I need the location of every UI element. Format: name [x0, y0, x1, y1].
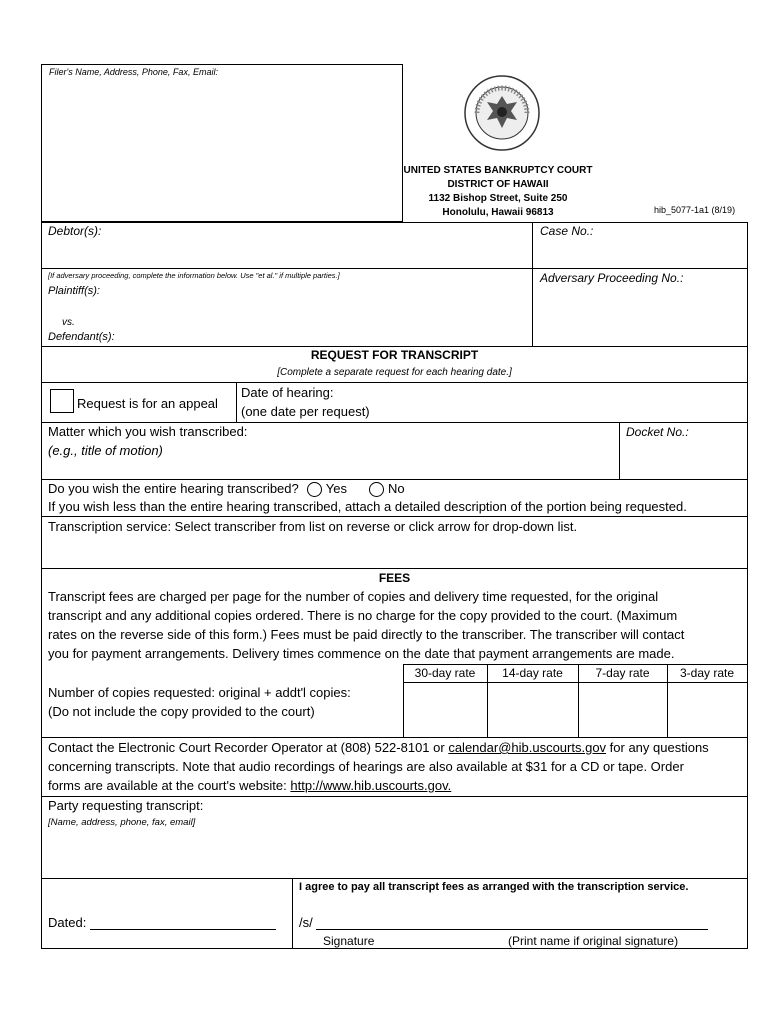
- agree-text: I agree to pay all transcript fees as arranged with the transcription service.: [299, 881, 689, 893]
- court-district: DISTRICT OF HAWAII: [447, 179, 549, 190]
- dated-label: Dated:: [48, 915, 87, 930]
- docket-label: Docket No.:: [626, 425, 689, 439]
- debtor-field[interactable]: [42, 223, 532, 268]
- adversary-no-label: Adversary Proceeding No.:: [540, 271, 684, 285]
- copies-14-day-field[interactable]: [488, 683, 577, 736]
- no-label: No: [387, 481, 405, 496]
- copies-3-day-field[interactable]: [668, 683, 746, 736]
- transcriber-dropdown[interactable]: [42, 537, 746, 566]
- rate-30-day: 30-day rate: [414, 666, 476, 680]
- case-no-label: Case No.:: [540, 224, 594, 238]
- appeal-checkbox[interactable]: [50, 389, 74, 413]
- rate-14-day: 14-day rate: [502, 666, 563, 680]
- parties-field[interactable]: [42, 284, 530, 344]
- copies-30-day-field[interactable]: [404, 683, 486, 736]
- yes-radio[interactable]: [307, 482, 322, 497]
- fees-line-1: Transcript fees are charged per page for the number of copies and delivery time requested, for the original: [48, 589, 659, 604]
- contact-line-1: [48, 740, 709, 755]
- no-radio[interactable]: [369, 482, 384, 497]
- entire-question: Do you wish the entire hearing transcribed?: [48, 481, 299, 496]
- signature-label: Signature: [323, 934, 375, 948]
- contact-prefix: Contact the Electronic Court Recorder Operator at (808) 522-8101 or: [48, 740, 449, 755]
- appeal-label: Request is for an appeal: [77, 396, 218, 411]
- copies-7-day-field[interactable]: [579, 683, 666, 736]
- copies-label: Number of copies requested: original + addt'l copies:: [48, 685, 351, 700]
- court-address: 1132 Bishop Street, Suite 250: [428, 193, 568, 204]
- party-field[interactable]: [42, 832, 746, 876]
- dated-field[interactable]: [90, 915, 276, 930]
- matter-field[interactable]: [42, 460, 618, 478]
- print-name-label: (Print name if original signature): [508, 934, 679, 948]
- contact-line-3: [48, 778, 451, 793]
- matter-label: Matter which you wish transcribed:: [48, 424, 248, 439]
- fees-line-3: rates on the reverse side of this form.) Fees must be paid directly to the transcriber. The transcriber will contact: [48, 627, 685, 642]
- party-note: [Name, address, phone, fax, email]: [48, 817, 196, 828]
- contact-line-2: concerning transcripts. Note that audio recordings of hearings are also available at $31 for a CD or tape. Order: [48, 759, 684, 774]
- website-link[interactable]: http://www.hib.uscourts.gov.: [290, 778, 452, 793]
- defendant-label: Defendant(s):: [48, 331, 115, 343]
- docket-field[interactable]: [620, 441, 746, 477]
- contact-suffix: for any questions: [606, 740, 709, 755]
- signature-row: [299, 915, 708, 930]
- filer-label: Filer's Name, Address, Phone, Fax, Email:: [49, 67, 218, 77]
- court-city: Honolulu, Hawaii 96813: [442, 207, 554, 218]
- court-name: UNITED STATES BANKRUPTCY COURT: [403, 165, 593, 176]
- date-hearing-note: (one date per request): [241, 404, 370, 419]
- form-title: REQUEST FOR TRANSCRIPT: [310, 348, 479, 362]
- entire-hearing-row: [48, 481, 405, 497]
- date-hearing-field[interactable]: [380, 384, 746, 420]
- website-prefix: forms are available at the court's website:: [48, 778, 291, 793]
- copies-note: (Do not include the copy provided to the court): [48, 704, 315, 719]
- form-subtitle: [Complete a separate request for each hearing date.]: [277, 367, 512, 378]
- fees-line-4: you for payment arrangements. Delivery times commence on the date that payment arrangements are made.: [48, 646, 675, 661]
- rate-7-day: 7-day rate: [595, 666, 650, 680]
- adversary-no-field[interactable]: [533, 286, 747, 344]
- adversary-note: [If adversary proceeding, complete the information below. Use "et al." if multiple parties.]: [48, 271, 340, 280]
- vs-label: vs.: [62, 317, 75, 328]
- less-than-note: If you wish less than the entire hearing transcribed, attach a detailed description of the portion being requested.: [48, 499, 687, 514]
- fees-line-2: transcript and any additional copies ordered. There is no charge for the copy provided to the court. (Maximum: [48, 608, 678, 623]
- filer-box[interactable]: [41, 64, 403, 222]
- signature-field[interactable]: [316, 915, 708, 930]
- date-hearing-label: Date of hearing:: [241, 385, 334, 400]
- dated-row: [48, 915, 276, 930]
- sig-prefix: /s/: [299, 915, 313, 930]
- rate-3-day: 3-day rate: [679, 666, 735, 680]
- debtor-label: Debtor(s):: [48, 224, 102, 238]
- transcription-service-label: Transcription service: Select transcriber from list on reverse or click arrow for drop-down list.: [48, 519, 578, 534]
- fees-heading: FEES: [378, 571, 411, 585]
- form-id: hib_5077-1a1 (8/19): [654, 205, 736, 215]
- email-link[interactable]: calendar@hib.uscourts.gov: [448, 740, 607, 755]
- matter-example: (e.g., title of motion): [48, 443, 163, 458]
- party-label: Party requesting transcript:: [48, 798, 204, 813]
- plaintiff-label: Plaintiff(s):: [48, 285, 100, 297]
- yes-label: Yes: [325, 481, 347, 496]
- court-seal: [463, 74, 541, 152]
